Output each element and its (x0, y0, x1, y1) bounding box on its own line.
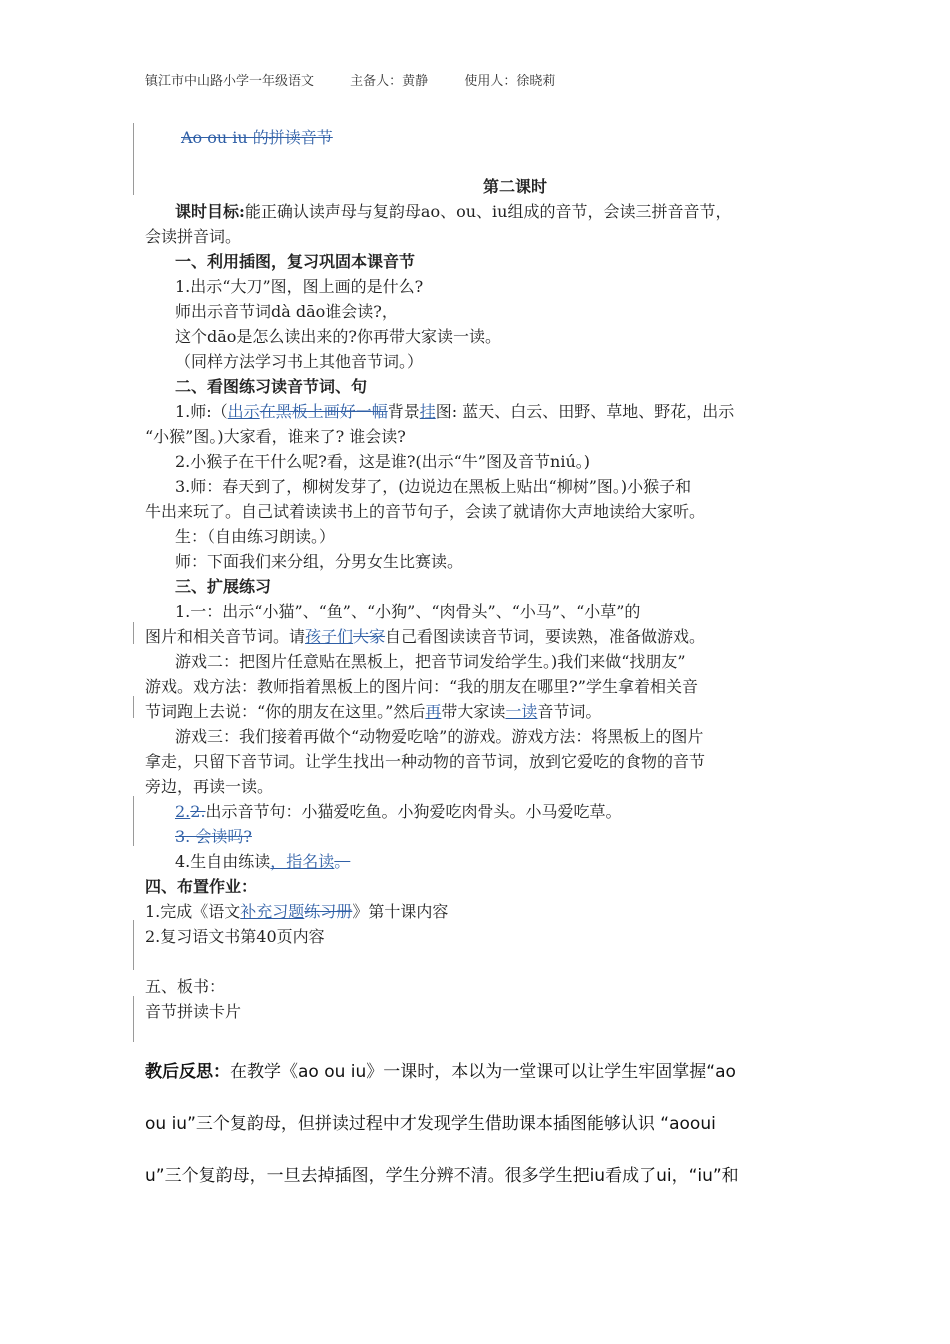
s2-line-5: 师：下面我们来分组，分男女生比赛读。 (175, 552, 464, 571)
deleted-text: 3. 会读吗? (175, 827, 252, 846)
s3-line-2 (175, 799, 622, 824)
reflection-line-3: u”三个复韵母，一旦去掉插图，学生分辨不清。很多学生把iu看成了ui，“iu”和 (145, 1166, 739, 1186)
deleted-text: 练习册 (304, 902, 353, 921)
text: 在教学《ao ou iu》一课时，本以为一堂课可以让学生牢固掌握“ao (230, 1062, 736, 1082)
s2-line-3b: 牛出来玩了。自己试着读读书上的音节句子，会读了就请你大声地读给大家听。 (145, 502, 706, 521)
page-header (145, 70, 587, 89)
goal-line (175, 199, 731, 224)
game-2-line-2: 游戏。戏方法：教师指着黑板上的图片问：“我的朋友在哪里?”学生拿着相关音 (145, 677, 698, 696)
s1-line-1: 1.出示“大刀”图，图上画的是什么? (175, 277, 424, 296)
section-1-title: 一、利用插图，复习巩固本课音节 (175, 252, 416, 271)
section-2-title: 二、看图练习读音节词、句 (175, 377, 368, 396)
reflection-line-2: ou iu”三个复韵母，但拼读过程中才发现学生借助课本插图能够认识 “aooui (145, 1114, 716, 1134)
s3-line-1: 1.一：出示“小猫”、“鱼”、“小狗”、“肉骨头”、“小马”、“小草”的 (175, 602, 641, 621)
inserted-text: 一读 (505, 702, 538, 721)
deleted-text: 。 (334, 852, 351, 871)
text: 图片和相关音节词。请 (145, 627, 306, 646)
s2-line-3: 3.师：春天到了，柳树发芽了，(边说边在黑板上贴出“柳树”图。)小猴子和 (175, 477, 692, 496)
s2-line-1b: “小猴”图。)大家看，谁来了? 谁会读? (145, 427, 406, 446)
s2-line-2: 2.小猴子在干什么呢?看，这是谁?(出示“牛”图及音节niú。) (175, 452, 590, 471)
section-3-title: 三、扩展练习 (175, 577, 272, 596)
text: 》第十课内容 (352, 902, 449, 921)
reflection-line-1 (145, 1046, 815, 1098)
text: 图: 蓝天、白云、田野、草地、野花，出示 (435, 402, 735, 421)
goal-line-2: 会读拼音词。 (145, 227, 242, 246)
s1-line-3: 这个dāo是怎么读出来的?你再带大家读一读。 (175, 327, 501, 346)
text: 节词跑上去说：“你的朋友在这里。”然后 (145, 702, 426, 721)
lesson-title: 第二课时 (482, 177, 547, 196)
text: 1.师:（ (175, 402, 228, 421)
s1-line-4: （同样方法学习书上其他音节词。） (175, 352, 424, 371)
text: 出示音节句：小猫爱吃鱼。小狗爱吃肉骨头。小马爱吃草。 (205, 802, 622, 821)
text: 自己看图读读音节词，要读熟，准备做游戏。 (385, 627, 706, 646)
s3-line-1b (145, 624, 705, 649)
goal-label: 课时目标: (175, 202, 245, 221)
deleted-title: Ao ou iu 的拼读音节 (181, 128, 333, 147)
reflection-label: 教后反思： (145, 1062, 230, 1082)
game-3-line-2: 拿走，只留下音节词。让学生找出一种动物的音节词，放到它爱吃的食物的音节 (145, 752, 706, 771)
text: 4.生自由练读 (175, 852, 271, 871)
reflection-paragraph (145, 1046, 815, 1202)
change-bar (133, 696, 134, 718)
section-4-title: 四、布置作业： (145, 877, 258, 896)
change-bar (133, 796, 134, 846)
section-5-title: 五、板书： (145, 977, 226, 996)
text: 1.完成《语文 (145, 902, 241, 921)
s4-line-2: 2.复习语文书第40页内容 (145, 927, 325, 946)
s3-line-4 (175, 849, 350, 874)
inserted-text: 2. (175, 802, 191, 821)
change-bar (133, 622, 134, 644)
deleted-text: 大家 (353, 627, 386, 646)
change-bar (133, 996, 134, 1042)
inserted-text: 再 (425, 702, 442, 721)
user-label: 使用人：徐晓莉 (464, 74, 556, 89)
text: 音节词。 (537, 702, 602, 721)
s1-line-2: 师出示音节词dà dāo谁会读?， (175, 302, 398, 321)
game-3-line-3: 旁边，再读一读。 (145, 777, 274, 796)
inserted-text: 补充习题 (240, 902, 305, 921)
deleted-text: 2. (190, 802, 206, 821)
inserted-text: 挂 (419, 402, 436, 421)
deleted-text: 在黑板上画好一幅 (259, 402, 388, 421)
change-bar (133, 920, 134, 970)
text: 带大家读 (441, 702, 506, 721)
s2-line-1 (175, 399, 734, 424)
text: 背景 (387, 402, 420, 421)
s5-line-1: 音节拼读卡片 (145, 1002, 242, 1021)
game-2-line-1: 游戏二：把图片任意贴在黑板上，把音节词发给学生。)我们来做“找朋友” (175, 652, 686, 671)
s4-line-1 (145, 899, 448, 924)
s2-line-4: 生：（自由练习朗读。） (175, 527, 336, 546)
goal-text: 能正确认读声母与复韵母ao、ou、iu组成的音节，会读三拼音音节， (244, 202, 732, 221)
inserted-text: ，指名读 (270, 852, 335, 871)
game-2-line-3 (145, 699, 601, 724)
inserted-text: 出示 (227, 402, 260, 421)
school-label: 镇江市中山路小学一年级语文 (145, 74, 315, 89)
s3-line-3-deleted (175, 824, 252, 849)
preparer-label: 主备人：黄静 (350, 74, 429, 89)
inserted-text: 孩子们 (305, 627, 354, 646)
game-3-line-1: 游戏三：我们接着再做个“动物爱吃啥”的游戏。游戏方法：将黑板上的图片 (175, 727, 704, 746)
